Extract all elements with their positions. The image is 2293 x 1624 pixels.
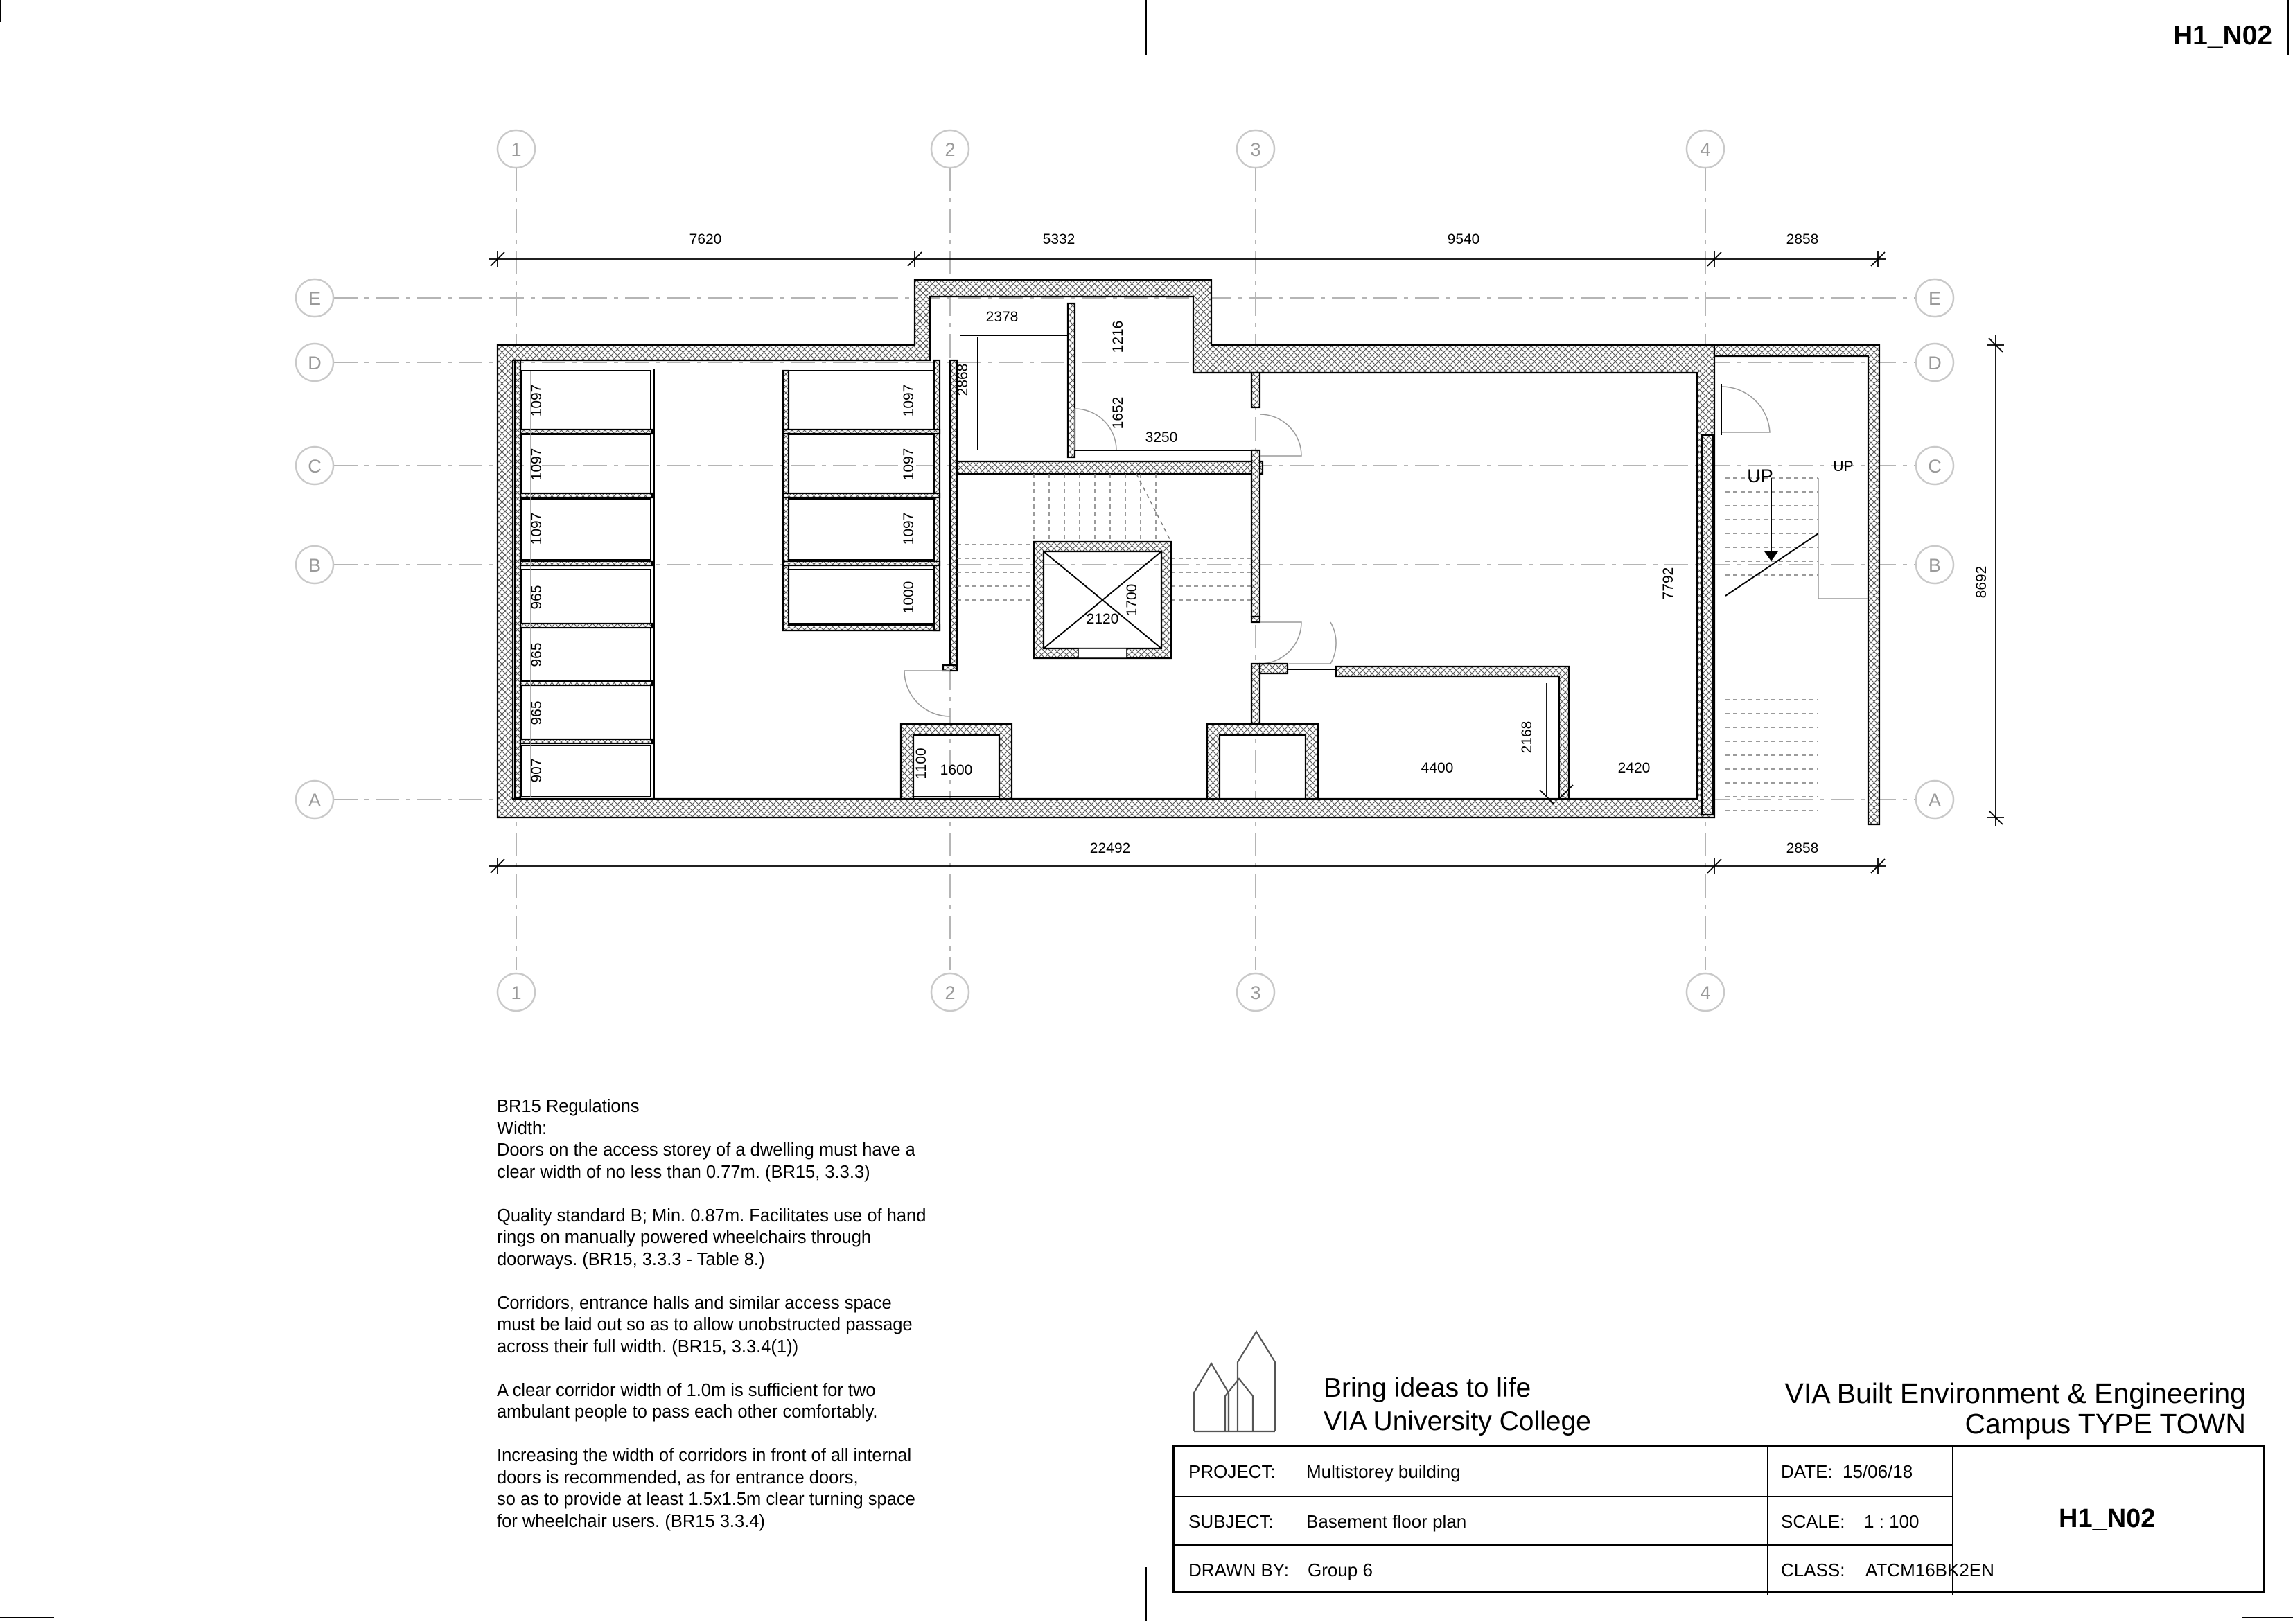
svg-text:4: 4: [1700, 982, 1711, 1003]
dim-1700: 1700: [1124, 583, 1140, 617]
exterior-stair: [1721, 384, 1868, 811]
dim-top-4: 2858: [1786, 231, 1819, 247]
notes-paragraph-5: Increasing the width of corridors in front of all internal doors is recommended, as for entrance doors, so as to provide at least 1.5x1.5m clear turning space for wheelchair users. (BR15 3.3.4): [497, 1446, 915, 1531]
scale-value: 1 : 100: [1864, 1511, 1919, 1532]
svg-text:C: C: [1928, 456, 1942, 477]
via-logo: [1194, 1332, 1275, 1431]
dim-top-3: 9540: [1447, 231, 1480, 247]
small-room-bottom-left: [901, 724, 1012, 799]
central-stair: [957, 474, 1251, 658]
regulations-notes: [497, 1096, 996, 1555]
notes-paragraph-2: Quality standard B; Min. 0.87m. Facilitates use of hand rings on manually powered wheelchairs through doorways. (BR15, 3.3.3 - Table 8.): [497, 1206, 926, 1269]
svg-text:C: C: [308, 456, 322, 477]
brand-college: VIA University College: [1324, 1406, 1591, 1436]
storage-units-middle: [783, 360, 940, 630]
svg-text:E: E: [1928, 288, 1942, 309]
subject-value: Basement floor plan: [1306, 1511, 1467, 1532]
dim-2168: 2168: [1519, 721, 1535, 754]
svg-text:1097: 1097: [901, 448, 917, 481]
dim-1652: 1652: [1110, 396, 1126, 430]
svg-text:2: 2: [945, 139, 956, 160]
svg-text:1000: 1000: [901, 581, 917, 614]
svg-text:D: D: [1928, 353, 1942, 373]
svg-text:907: 907: [529, 758, 545, 783]
drawn-by-label: DRAWN BY:: [1188, 1560, 1289, 1580]
project-label: PROJECT:: [1188, 1461, 1276, 1482]
svg-text:A: A: [308, 790, 322, 811]
dim-4400: 4400: [1421, 760, 1454, 776]
svg-text:7792: 7792: [1660, 567, 1676, 600]
dim-1100: 1100: [913, 748, 929, 779]
brand-tagline: Bring ideas to life: [1324, 1373, 1531, 1403]
svg-text:1097: 1097: [529, 384, 545, 417]
drawn-by-value: Group 6: [1308, 1560, 1373, 1580]
svg-text:1: 1: [511, 982, 522, 1003]
sheet-code-title-block: H1_N02: [2059, 1504, 2156, 1533]
svg-text:1: 1: [511, 139, 522, 160]
dim-1216: 1216: [1110, 320, 1126, 353]
dim-7792-line: [1660, 567, 1676, 600]
stair-up-label-1: UP: [1747, 466, 1773, 486]
stair-up-label-2: UP: [1833, 459, 1854, 475]
notes-paragraph-1: Doors on the access storey of a dwelling must have a clear width of no less than 0.77m. (BR15, 3.3.3): [497, 1140, 915, 1182]
dim-top-1: 7620: [689, 231, 722, 247]
sheet-code-header: H1_N02: [2173, 21, 2273, 51]
dim-3250: 3250: [1145, 430, 1178, 445]
svg-text:E: E: [308, 288, 322, 309]
dim-bottom-1: 22492: [1089, 840, 1131, 856]
date-value: 15/06/18: [1843, 1461, 1913, 1482]
project-value: Multistorey building: [1306, 1461, 1461, 1482]
svg-text:1097: 1097: [901, 384, 917, 417]
dim-1600: 1600: [940, 762, 973, 778]
notes-title: BR15 Regulations: [497, 1097, 640, 1116]
title-block: [1172, 1445, 2265, 1593]
svg-text:1097: 1097: [901, 512, 917, 545]
dim-top-2: 5332: [1042, 231, 1075, 247]
date-label: DATE:: [1781, 1461, 1833, 1482]
small-room-bottom-middle: [1207, 664, 1318, 799]
svg-text:3: 3: [1250, 139, 1261, 160]
storage-units-left: [515, 360, 654, 799]
exterior-walls: [498, 280, 1879, 824]
subject-label: SUBJECT:: [1188, 1511, 1274, 1532]
svg-text:3: 3: [1250, 982, 1261, 1003]
svg-text:965: 965: [529, 700, 545, 725]
svg-text:B: B: [308, 555, 322, 576]
dim-2120: 2120: [1086, 611, 1119, 627]
dimension-string-bottom: [489, 840, 1886, 874]
svg-text:B: B: [1928, 555, 1942, 576]
dim-2420: 2420: [1617, 760, 1651, 776]
svg-text:A: A: [1928, 790, 1942, 811]
svg-text:1097: 1097: [529, 512, 545, 545]
notes-paragraph-4: A clear corridor width of 1.0m is sufficient for two ambulant people to pass each other comfortably.: [497, 1380, 878, 1422]
dimension-string-top: [489, 231, 1886, 267]
svg-text:4: 4: [1700, 139, 1711, 160]
notes-paragraph-3: Corridors, entrance halls and similar access space must be laid out so as to allow unobstructed passage across their full width. (BR15, 3.3.4(1)): [497, 1293, 913, 1357]
notes-subtitle: Width:: [497, 1118, 547, 1138]
dim-bottom-2: 2858: [1786, 840, 1819, 856]
dim-right: 8692: [1974, 565, 1989, 599]
svg-text:1097: 1097: [529, 448, 545, 481]
svg-text:965: 965: [529, 642, 545, 667]
class-value: ATCM16BK2EN: [1865, 1560, 1994, 1580]
dimension-string-right: [1974, 335, 2004, 826]
brand-campus: Campus TYPE TOWN: [1965, 1408, 2246, 1440]
dim-2868: 2868: [955, 363, 971, 396]
svg-text:2: 2: [945, 982, 956, 1003]
class-label: CLASS:: [1781, 1560, 1845, 1580]
brand-department: VIA Built Environment & Engineering: [1784, 1377, 2246, 1409]
dim-2378: 2378: [985, 309, 1019, 325]
scale-label: SCALE:: [1781, 1511, 1845, 1532]
svg-text:965: 965: [529, 585, 545, 610]
svg-text:D: D: [308, 353, 322, 373]
